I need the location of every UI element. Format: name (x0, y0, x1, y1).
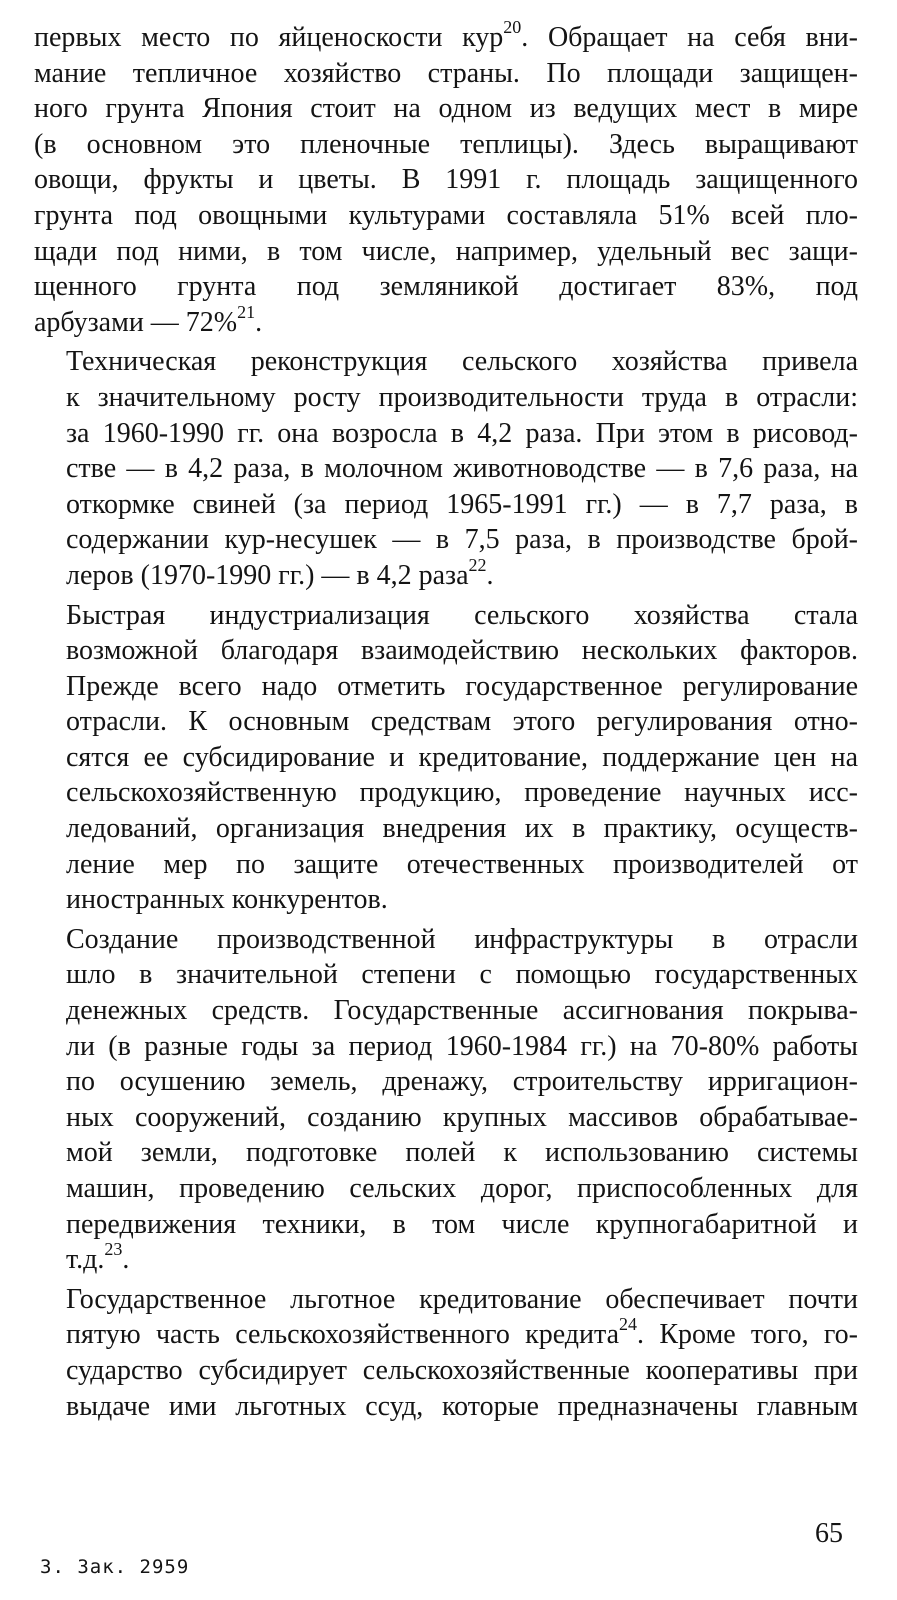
text-line: мание тепличное хозяйство страны. По площади защищен- (34, 57, 858, 89)
text-line: грунта под овощными культурами составляла 51% всей пло- (34, 199, 858, 231)
text-line: отрасли. К основным средствам этого регулирования отно- (66, 706, 858, 738)
text-line: щенного грунта под земляникой достигает 83%, под (34, 271, 858, 303)
footnote-marker[interactable]: 22 (468, 554, 487, 575)
text-line: шло в значительной степени с помощью государственных (66, 959, 858, 991)
text-line: за 1960-1990 гг. она возросла в 4,2 раза. При этом в рисовод- (66, 417, 858, 449)
text-line: стве — в 4,2 раза, в молочном животноводстве — в 7,6 раза, на (66, 453, 858, 485)
text-line: овощи, фрукты и цветы. В 1991 г. площадь защищенного (34, 164, 858, 196)
text-line: т.д.$^{23}$. (66, 1239, 130, 1276)
text-line: иностранных конкурентов. (66, 884, 388, 916)
text-line: Государственное льготное кредитование обеспечивает почти (66, 1283, 858, 1315)
text-line: ление мер по защите отечественных производителей от (66, 848, 858, 880)
text-line: (в основном это пленочные теплицы). Здесь выращивают (34, 128, 858, 160)
text-line: машин, проведению сельских дорог, приспособленных для (66, 1173, 858, 1204)
text-line: передвижения техники, в том числе крупногабаритной и (66, 1208, 858, 1240)
text-line: ледований, организация внедрения их в практику, осуществ- (66, 813, 858, 845)
text-line: денежных средств. Государственные ассигнования покрыва- (66, 995, 858, 1027)
text-line: сельскохозяйственную продукцию, проведение научных исс- (66, 777, 858, 809)
text-line: арбузами — 72%$^{21}$. (34, 301, 263, 338)
text-line: первых место по яйценоскости кур$^{20}$. Обращает на себя вни- (34, 17, 858, 53)
text-line: ного грунта Япония стоит на одном из ведущих мест в мире (34, 93, 858, 125)
text-line: мой земли, подготовке полей к использованию системы (66, 1137, 858, 1169)
paragraph-technical-reconstruction (34, 344, 858, 593)
text-line: к значительному росту производительности труда в отрасли: (66, 381, 858, 413)
footnote-marker[interactable]: 20 (503, 17, 522, 37)
paragraph-greenhouse-farming (34, 17, 858, 340)
text-line: ных сооружений, созданию крупных массивов обрабатывае- (66, 1101, 858, 1133)
text-line: по осушению земель, дренажу, строительству ирригацион- (66, 1066, 858, 1098)
text-line: Прежде всего надо отметить государственное регулирование (66, 670, 858, 702)
text-line: щади под ними, в том числе, например, удельный вес защи- (34, 235, 858, 267)
text-line: возможной благодаря взаимодействию нескольких факторов. (66, 635, 858, 667)
footnote-marker[interactable]: 23 (104, 1239, 123, 1260)
text-line: пятую часть сельскохозяйственного кредита$^{24}$. Кроме того, го- (66, 1314, 858, 1351)
text-line: содержании кур-несушек — в 7,5 раза, в производстве брой- (66, 524, 858, 556)
page-number: 65 (815, 1518, 843, 1549)
text-line: Техническая реконструкция сельского хозяйства привела (66, 346, 858, 378)
paragraph-industrialization (34, 598, 858, 918)
footnote-marker[interactable]: 24 (619, 1314, 638, 1335)
printer-signature: 3. Зак. 2959 (40, 1556, 190, 1578)
text-line: Быстрая индустриализация сельского хозяйства стала (66, 599, 858, 631)
text-line: Создание производственной инфраструктуры в отрасли (66, 923, 858, 955)
paragraph-infrastructure (34, 922, 858, 1278)
footnote-marker[interactable]: 21 (237, 301, 256, 322)
text-line: леров (1970-1990 гг.) — в 4,2 раза$^{22}$. (66, 554, 494, 591)
text-line: выдаче ими льготных ссуд, которые предназначены главным (66, 1390, 858, 1422)
body-text (34, 17, 858, 1424)
paragraph-credit (34, 1282, 858, 1424)
text-line: сятся ее субсидирование и кредитование, поддержание цен на (66, 741, 858, 773)
text-line: сударство субсидирует сельскохозяйственные кооперативы при (66, 1354, 858, 1386)
text-line: ли (в разные годы за период 1960-1984 гг.) на 70-80% работы (66, 1030, 858, 1062)
text-line: откормке свиней (за период 1965-1991 гг.) — в 7,7 раза, в (66, 488, 858, 520)
